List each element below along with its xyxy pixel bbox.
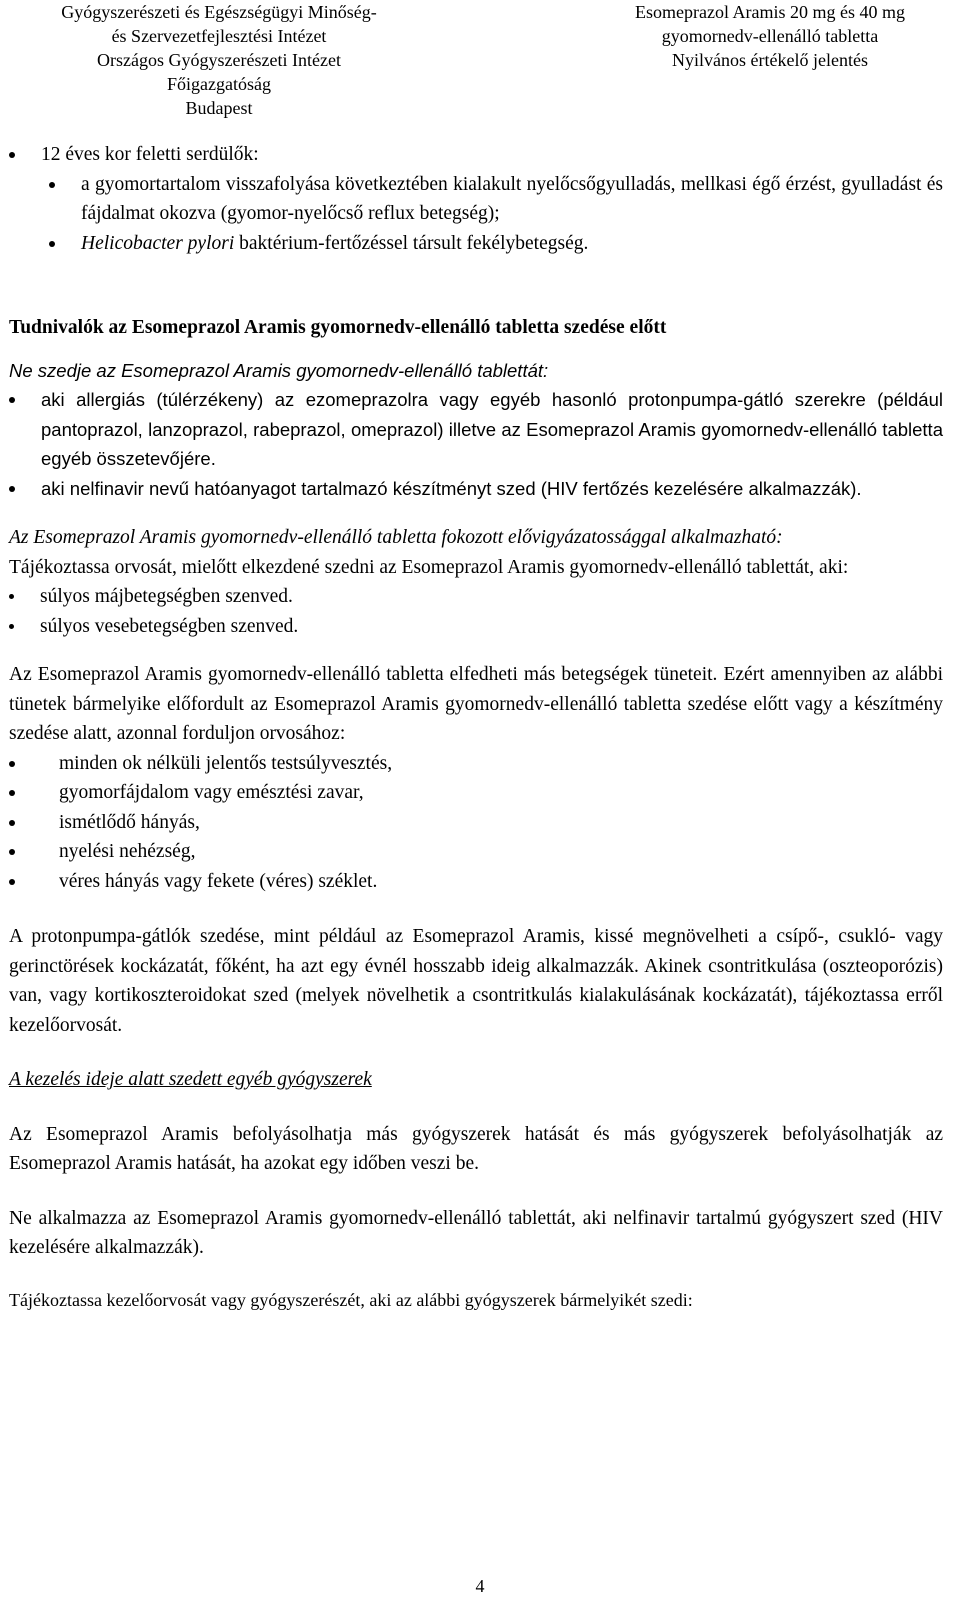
list-item-rest: baktérium-fertőzéssel társult fekélybetegség. (234, 232, 589, 254)
list-item (9, 867, 943, 897)
header-left-line: és Szervezetfejlesztési Intézet (111, 26, 327, 46)
list-item-text: gyomorfájdalom vagy emésztési zavar, (59, 782, 364, 803)
bullet-icon (9, 624, 14, 629)
list-item (9, 582, 943, 612)
list-item (49, 170, 943, 229)
adolescents-bullet (9, 140, 943, 170)
list-item (49, 229, 943, 259)
list-item-text: aki nelfinavir nevű hatóanyagot tartalmazó készítményt szed (HIV fertőzés kezelésére alkalmazzák). (41, 477, 862, 499)
bullet-icon (9, 397, 15, 403)
list-item (9, 808, 943, 838)
bullet-icon (9, 820, 15, 826)
list-item (9, 778, 943, 808)
inform-doctor-text: Tájékoztassa kezelőorvosát vagy gyógyszerészét, aki az alábbi gyógyszerek bármelyikét szedi: (9, 1289, 693, 1310)
adolescents-label: 12 éves kor feletti serdülők: (41, 144, 259, 165)
caution-intro: Az Esomeprazol Aramis gyomornedv-ellenálló tabletta fokozott elővigyázatossággal alkalmazható: (9, 527, 783, 548)
header-left-line: Budapest (185, 98, 253, 118)
caution-text: Tájékoztassa orvosát, mielőtt elkezdené szedni az Esomeprazol Aramis gyomornedv-ellenálló tablettát, aki: (9, 556, 849, 578)
header-right-line: Nyilvános értékelő jelentés (672, 50, 868, 70)
bullet-icon (9, 486, 15, 492)
list-item-text (81, 229, 943, 259)
header-left-line: Főigazgatóság (167, 74, 271, 94)
bullet-icon (49, 241, 55, 247)
header-left-line: Gyógyszerészeti és Egészségügyi Minőség- (61, 2, 377, 22)
header-left-line: Országos Gyógyszerészeti Intézet (97, 50, 341, 70)
symptoms-text: Az Esomeprazol Aramis gyomornedv-ellenálló tabletta elfedheti más betegségek tüneteit. Ezért amennyiben az alábbi tünetek bármelyike előfordult az Esomeprazol Aramis gyomornedv-ellenálló tabletta szedése előtt vagy a készítmény szedése alatt, azonnal forduljon orvosához: (9, 664, 943, 744)
bullet-icon (9, 152, 15, 158)
list-item (9, 474, 943, 504)
section-heading: A kezelés ideje alatt szedett egyéb gyógyszerek (9, 1069, 372, 1090)
document-body (9, 140, 943, 1315)
bullet-icon (9, 761, 15, 767)
list-item (9, 612, 943, 642)
list-item (9, 837, 943, 867)
italic-term: Helicobacter pylori (81, 232, 235, 254)
section-heading: Tudnivalók az Esomeprazol Aramis gyomornedv-ellenálló tabletta szedése előtt (9, 317, 667, 338)
bullet-icon (9, 594, 14, 599)
bullet-icon (9, 879, 15, 885)
nelfinavir-text: Ne alkalmazza az Esomeprazol Aramis gyomornedv-ellenálló tablettát, aki nelfinavir tartalmú gyógyszert szed (HIV kezelésére alkalmazzák). (9, 1207, 943, 1258)
fracture-text: A protonpumpa-gátlók szedése, mint például az Esomeprazol Aramis, kissé megnövelheti a csípő-, csukló- vagy gerinctörések kockázatát, főként, ha azt egy évnél hosszabb ideig alkalmazzák. Akinek csontritkulása (oszteoporózis) van, vagy kortikoszteroidokat szed (melyek növelhetik a csontritkulás kialakulásának kockázatát), tájékoztassa erről kezelőorvosát. (9, 926, 943, 1036)
interactions-text: Az Esomeprazol Aramis befolyásolhatja más gyógyszerek hatását és más gyógyszerek befolyásolhatják az Esomeprazol Aramis hatását, ha azokat egy időben veszi be. (9, 1123, 943, 1174)
list-item-text: véres hányás vagy fekete (véres) széklet. (59, 870, 378, 892)
list-item-text: súlyos májbetegségben szenved. (40, 586, 293, 607)
page-number: 4 (475, 1576, 485, 1596)
header-right-line: gyomornedv-ellenálló tabletta (661, 26, 879, 46)
list-item-text: minden ok nélküli jelentős testsúlyvesztés, (59, 752, 393, 774)
list-item-text: súlyos vesebetegségben szenved. (40, 615, 299, 637)
bullet-icon (9, 849, 15, 855)
list-item-text: a gyomortartalom visszafolyása következtében kialakult nyelőcsőgyulladás, mellkasi égő érzést, gyulladást és fájdalmat okozva (gyomor-nyelőcső reflux betegség); (81, 173, 943, 224)
not-take-intro: Ne szedje az Esomeprazol Aramis gyomornedv-ellenálló tablettát: (9, 359, 549, 381)
header-institution (9, 0, 429, 120)
contraindications-block (9, 356, 943, 504)
list-item-text: nyelési nehézség, (59, 841, 196, 862)
list-item (9, 749, 943, 779)
header-right-line: Esomeprazol Aramis 20 mg és 40 mg (635, 2, 905, 22)
bullet-icon (49, 182, 55, 188)
list-item-text: aki allergiás (túlérzékeny) az ezomeprazolra vagy egyéb hasonló protonpumpa-gátló szerekre (például pantoprazol, lanzoprazol, rabeprazol, omeprazol) illetve az Esomeprazol Aramis gyomornedv-ellenálló tabletta egyéb összetevőjére. (41, 389, 943, 469)
bullet-icon (9, 790, 15, 796)
list-item-text: ismétlődő hányás, (59, 811, 200, 833)
list-item (9, 385, 943, 474)
header-product (600, 0, 940, 72)
